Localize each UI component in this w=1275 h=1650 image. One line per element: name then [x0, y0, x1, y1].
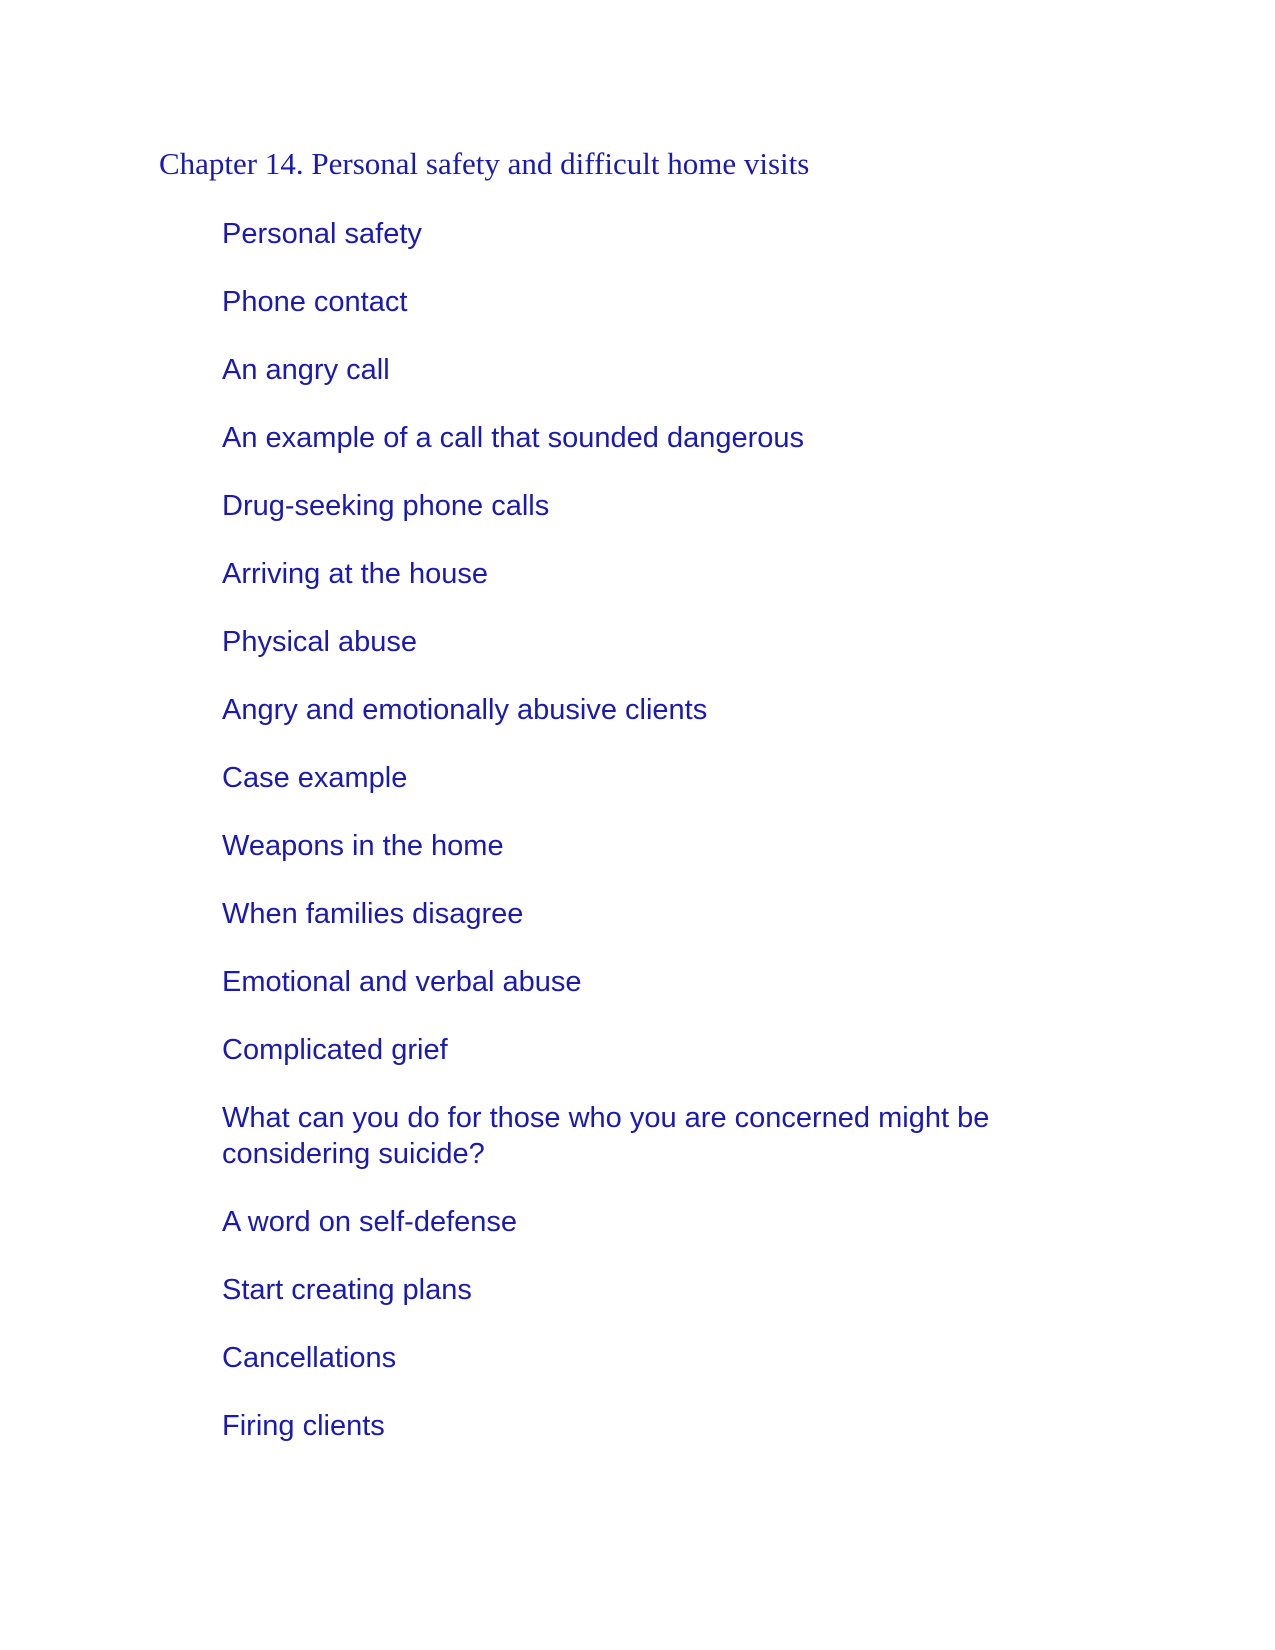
toc-item	[222, 1204, 1122, 1240]
toc-link-firing-clients[interactable]: Firing clients	[222, 1410, 385, 1442]
toc-item	[222, 556, 1122, 592]
toc-link-suicide-concern[interactable]: What can you do for those who you are concerned might be considering suicide?	[222, 1102, 990, 1170]
toc-item	[222, 896, 1122, 932]
toc-item	[222, 692, 1122, 728]
toc-link-arriving-at-house[interactable]: Arriving at the house	[222, 558, 488, 590]
table-of-contents	[222, 216, 1122, 1476]
toc-link-verbal-abuse[interactable]: Emotional and verbal abuse	[222, 966, 582, 998]
toc-item	[222, 1272, 1122, 1308]
toc-item	[222, 1032, 1122, 1068]
toc-link-complicated-grief[interactable]: Complicated grief	[222, 1034, 448, 1066]
toc-item	[222, 1408, 1122, 1444]
toc-link-angry-call[interactable]: An angry call	[222, 354, 390, 386]
toc-link-families-disagree[interactable]: When families disagree	[222, 898, 524, 930]
toc-item	[222, 420, 1122, 456]
toc-link-weapons-in-home[interactable]: Weapons in the home	[222, 830, 504, 862]
toc-item	[222, 624, 1122, 660]
toc-item	[222, 488, 1122, 524]
toc-link-phone-contact[interactable]: Phone contact	[222, 286, 408, 318]
toc-link-self-defense[interactable]: A word on self-defense	[222, 1206, 518, 1238]
toc-item	[222, 964, 1122, 1000]
toc-link-personal-safety[interactable]: Personal safety	[222, 218, 422, 250]
toc-item	[222, 216, 1122, 252]
toc-item	[222, 352, 1122, 388]
toc-item	[222, 828, 1122, 864]
toc-link-case-example[interactable]: Case example	[222, 762, 408, 794]
toc-item	[222, 1100, 1122, 1172]
toc-item	[222, 1340, 1122, 1376]
toc-link-drug-seeking-calls[interactable]: Drug-seeking phone calls	[222, 490, 550, 522]
chapter-title: Chapter 14. Personal safety and difficult home visits	[159, 146, 810, 181]
toc-link-physical-abuse[interactable]: Physical abuse	[222, 626, 418, 658]
toc-item	[222, 760, 1122, 796]
toc-link-cancellations[interactable]: Cancellations	[222, 1342, 397, 1374]
toc-link-creating-plans[interactable]: Start creating plans	[222, 1274, 472, 1306]
toc-link-abusive-clients[interactable]: Angry and emotionally abusive clients	[222, 694, 708, 726]
toc-link-dangerous-call-example[interactable]: An example of a call that sounded dangerous	[222, 422, 805, 454]
toc-item	[222, 284, 1122, 320]
